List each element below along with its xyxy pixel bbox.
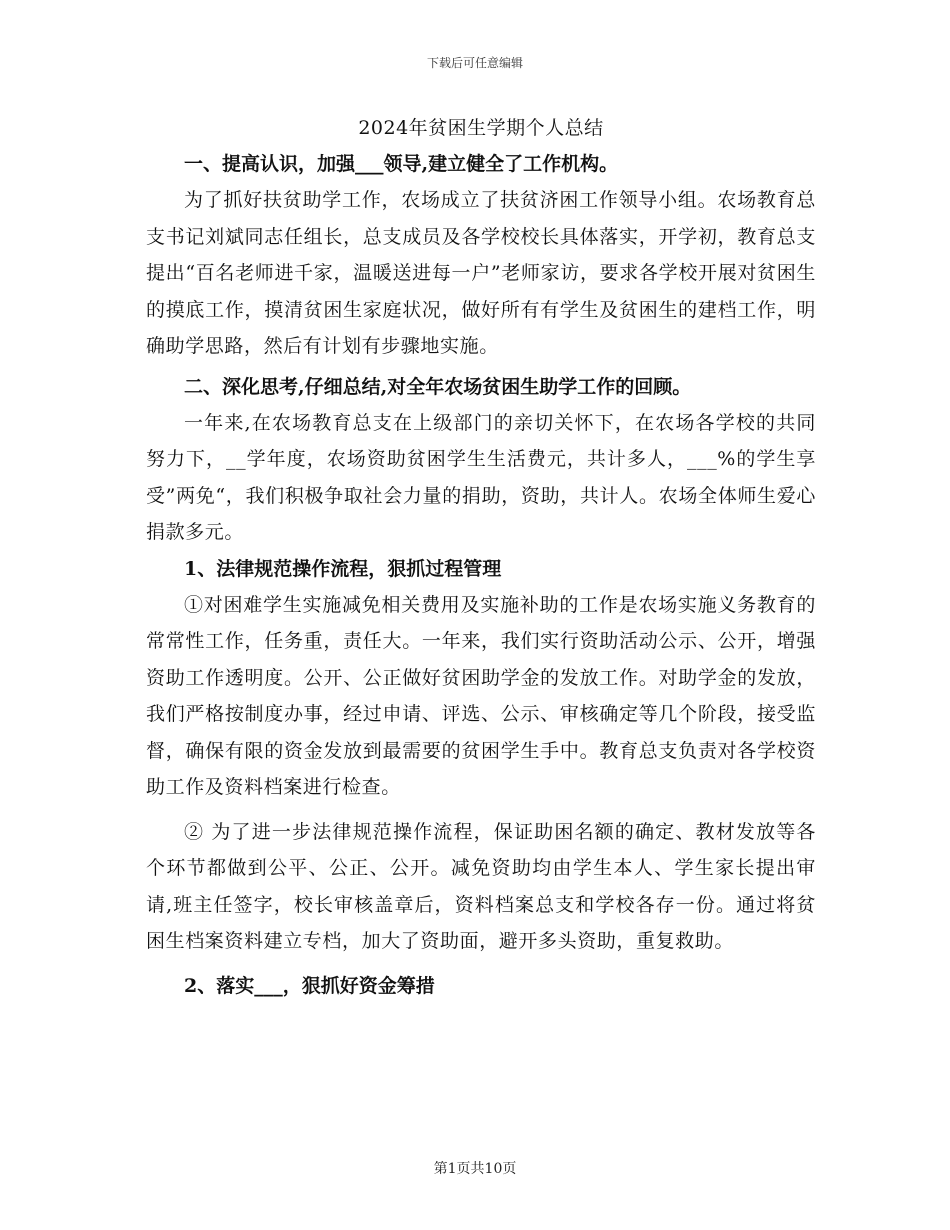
paragraph-2: 一年来,在农场教育总支在上级部门的亲切关怀下，在农场各学校的共同努力下，__学年度，农场资助贫困学生生活费元，共计多人，___%的学生享受”两免“，我们积极争取社会力量的捐助，资助，共计人。农场全体师生爱心捐款多元。 — [146, 411, 816, 543]
subsection-heading-1: 1、法律规范操作流程，狠抓过程管理 — [184, 557, 502, 580]
document-title: 2024年贫困生学期个人总结 — [358, 117, 604, 139]
section-heading-2: 二、深化思考,仔细总结,对全年农场贫困生助学工作的回顾。 — [184, 375, 692, 398]
subsection-heading-2: 2、落实___，狠抓好资金筹措 — [184, 974, 435, 997]
paragraph-3: ①对困难学生实施减免相关费用及实施补助的工作是农场实施义务教育的常常性工作，任务重，责任大。一年来，我们实行资助活动公示、公开，增强资助工作透明度。公开、公正做好贫困助学金的发放工作。对助学金的发放，我们严格按制度办事，经过申请、评选、公示、审核确定等几个阶段，接受监督，确保有限的资金发放到最需要的贫困学生手中。教育总支负责对各学校资助工作及资料档案进行检查。 — [146, 593, 816, 798]
document-body — [146, 110, 816, 1004]
header-note: 下载后可任意编辑 — [426, 56, 523, 70]
page-number-footer: 第1页共10页 — [433, 1161, 517, 1177]
paragraph-1: 为了抓好扶贫助学工作，农场成立了扶贫济困工作领导小组。农场教育总支书记刘斌同志任组长，总支成员及各学校校长具体落实，开学初，教育总支提出“百名老师进千家，温暖送进每一户”老师家访，要求各学校开展对贫困生的摸底工作，摸清贫困生家庭状况，做好所有有学生及贫困生的建档工作，明确助学思路，然后有计划有步骤地实施。 — [146, 189, 816, 357]
section-heading-1: 一、提高认识，加强___领导,建立健全了工作机构。 — [184, 153, 619, 175]
paragraph-4: ② 为了进一步法律规范操作流程，保证助困名额的确定、教材发放等各个环节都做到公平、公正、公开。减免资助均由学生本人、学生家长提出审请,班主任签字，校长审核盖章后，资料档案总支和学校各存一份。通过将贫困生档案资料建立专档，加大了资助面，避开多头资助，重复救助。 — [146, 820, 816, 952]
